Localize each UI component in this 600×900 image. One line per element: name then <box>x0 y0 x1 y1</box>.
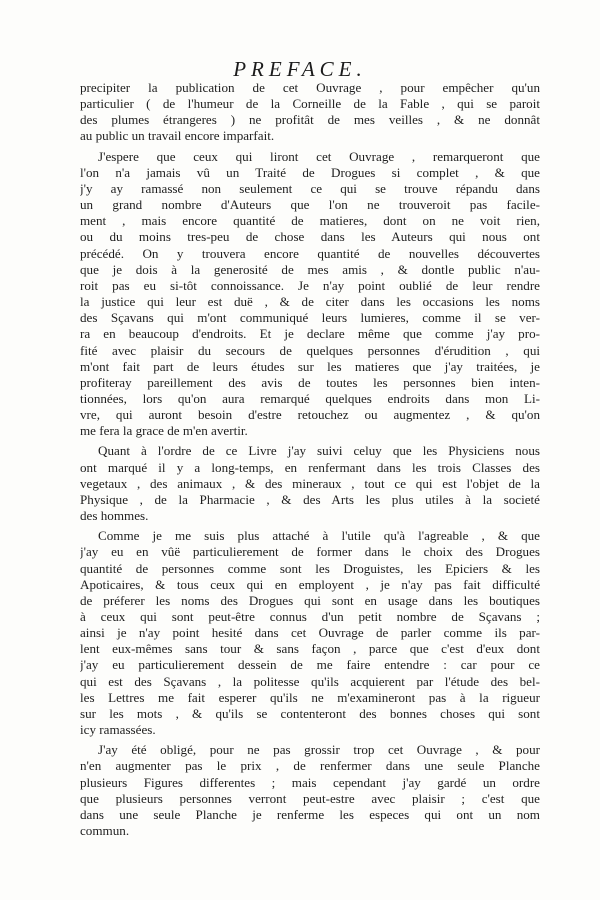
text-line: commun. <box>80 823 130 839</box>
text-line: j'ay eu en vûë particulierement de former dans le choix des Drogues <box>80 544 540 560</box>
text-line: precipiter la publication de cet Ouvrage , pour empêcher qu'un <box>80 80 540 95</box>
text-line: que je dois à la generosité de mes amis , & dontle public n'au- <box>80 261 540 277</box>
text-line: tionnées, lors qu'on aura remarqué quelques endroits dans mon Li- <box>80 390 540 406</box>
text-line: icy ramassées. <box>80 722 156 738</box>
text-line: me fera la grace de m'en avertir. <box>80 423 248 439</box>
text-line: vegetaux , des animaux , & des mineraux , tout ce qui est l'objet de la <box>80 475 540 491</box>
text-line: la justice qui leur est duë , & de citer dans les occasions les noms <box>80 294 540 310</box>
body-text <box>80 80 540 840</box>
paragraph-5 <box>80 742 540 839</box>
text-line: ra en beaucoup d'endroits. Et je declare même que comme j'ay pro- <box>80 326 540 342</box>
text-line: l'on n'a jamais vû un Traité de Drogues si complet , & que <box>80 164 540 180</box>
text-line: dans une seule Planche je renferme les especes qui ont un nom <box>80 806 540 822</box>
text-line: m'ont fait part de leurs études sur les matieres que j'ay traitées, je <box>80 358 540 374</box>
text-line: des hommes. <box>80 508 149 524</box>
text-line: Physique , de la Pharmacie , & des Arts les plus utiles à la societé <box>80 491 540 507</box>
text-line: particulier ( de l'humeur de la Corneille de la Fable , qui se paroit <box>80 96 540 112</box>
text-line: Quant à l'ordre de ce Livre j'ay suivi celuy que les Physiciens nous <box>98 443 540 459</box>
text-line: roit pas eu si-tôt connoissance. Je n'ay point oublié de leur rendre <box>80 277 540 293</box>
text-line: lent eux-mêmes sans tour & sans façon , parce que c'est d'eux dont <box>80 641 540 657</box>
paragraph-1 <box>80 80 540 145</box>
paragraph-3 <box>80 443 540 524</box>
text-line: un grand nombre d'Auteurs que l'on ne trouveroit pas facile- <box>80 197 540 213</box>
text-line: au public un travail encore imparfait. <box>80 128 275 144</box>
paragraph-4 <box>80 528 540 738</box>
text-line: n'en augmenter pas le prix , de renfermer dans une seule Planche <box>80 758 540 774</box>
text-line: j'ay eu particulierement dessein de me faire entendre : car pour ce <box>80 657 540 673</box>
text-line: fité avec plaisir du secours de quelques personnes d'érudition , qui <box>80 342 540 358</box>
text-line: vre, qui auront besoin d'estre retouchez ou augmentez , & qu'on <box>80 407 540 423</box>
running-head: PREFACE. <box>233 57 367 81</box>
paragraph-2 <box>80 149 540 440</box>
text-line: précédé. On y trouvera encore quantité de nouvelles découvertes <box>80 245 540 261</box>
text-line: Apoticaires, & tous ceux qui en employent , je n'ay pas fait difficulté <box>80 576 540 592</box>
text-line: ont marqué il y a long-temps, en renfermant dans les trois Classes des <box>80 459 540 475</box>
text-line: des Sçavans qui m'ont communiqué leurs lumieres, comme il se ver- <box>80 310 540 326</box>
text-line: que plusieurs personnes verront peut-estre avec plaisir ; c'est que <box>80 790 540 806</box>
text-line: j'y ay ramassé non seulement ce qui se trouve répandu dans <box>80 180 540 196</box>
text-line: J'espere que ceux qui liront cet Ouvrage , remarqueront que <box>98 148 540 164</box>
text-line: des plumes étrangeres ) ne profitât de mes veilles , & ne donnât <box>80 112 540 128</box>
text-line: ou du moins tres-peu de chose dans les Auteurs qui nous ont <box>80 229 540 245</box>
text-line: à ceux qui sont peut-être connus d'un petit nombre de Sçavans ; <box>80 609 540 624</box>
text-line: profiteray pareillement des avis de toutes les personnes bien inten- <box>80 374 540 390</box>
text-line: de préferer les noms des Drogues qui sont en usage dans les boutiques <box>80 592 540 608</box>
text-line: sur les mots , & qu'ils se contenteront des bonnes choses qui sont <box>80 705 540 721</box>
text-line: les Lettres me fait esperer qu'ils ne m'examineront pas à la rigueur <box>80 689 540 705</box>
text-line: plusieurs Figures differentes ; mais cependant j'ay gardé un ordre <box>80 774 540 790</box>
text-line: qui est des Sçavans , la politesse qu'ils acquierent par l'étude des bel- <box>80 673 540 689</box>
text-line: quantité de personnes comme sont les Droguistes, les Epiciers & les <box>80 560 540 576</box>
text-line: J'ay été obligé, pour ne pas grossir trop cet Ouvrage , & pour <box>98 742 540 758</box>
text-line: ainsi je n'ay point hesité dans cet Ouvrage de parler comme ils par- <box>80 625 540 641</box>
text-line: ment , mais encore quantité de matieres, dont on ne voit rien, <box>80 213 540 229</box>
text-line: Comme je me suis plus attaché à l'utile qu'à l'agreable , & que <box>98 528 540 544</box>
